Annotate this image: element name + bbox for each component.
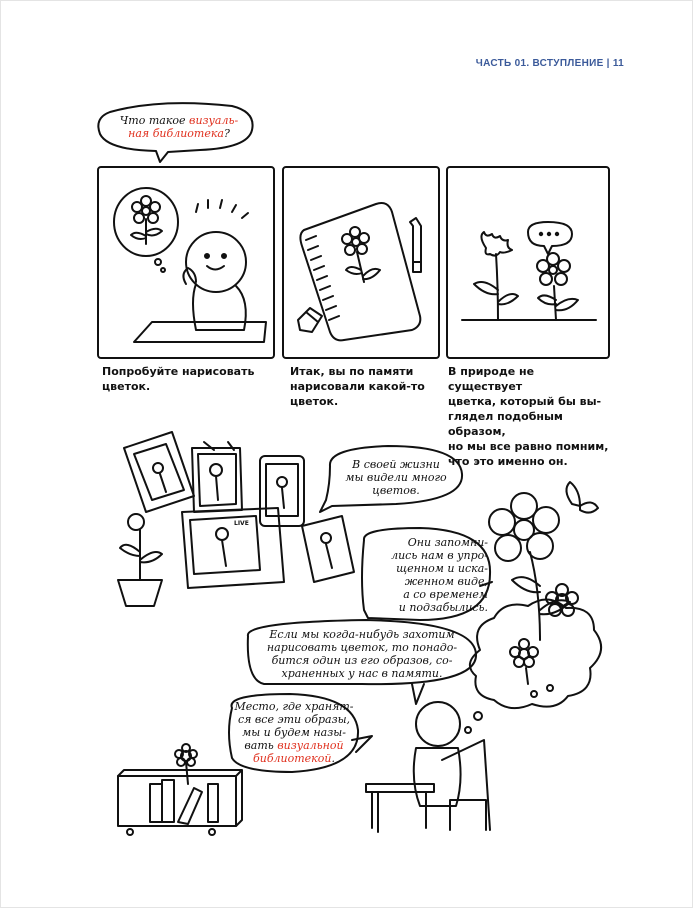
tablet-live-label: LIVE xyxy=(234,520,249,527)
panel-3-caption: В природе не существует цветка, который бы вы- глядел подобным образом, но мы все равно помним, что это именно он. xyxy=(448,365,609,468)
visual-library-highlight-2: визуальной xyxy=(277,739,344,752)
panel-2 xyxy=(283,167,439,358)
character-at-desk xyxy=(366,702,490,832)
bubble-place: Место, где хранят- ся все эти образы, мы и будем назы- вать визуальной библиотекой. xyxy=(234,700,354,765)
page-header: ЧАСТЬ 01. ВСТУПЛЕНИЕ | 11 xyxy=(475,58,624,69)
panel-1 xyxy=(98,167,274,358)
bubble-remembered: Они запомни- лись нам в упро- щенном и иска- женном виде, а со временем и подзабылись. xyxy=(391,536,488,614)
bookshelf xyxy=(118,744,242,835)
panel-3 xyxy=(447,167,609,358)
photo-frames xyxy=(118,432,354,606)
intro-bubble-text: Что такое визуаль- ная библиотека? xyxy=(119,114,239,140)
thought-cloud xyxy=(465,599,601,733)
panel-1-caption: Попробуйте нарисовать цветок. xyxy=(102,365,255,393)
bubble-seen-many: В своей жизни мы видели много цветов. xyxy=(345,458,447,497)
big-flower-right xyxy=(489,482,598,640)
panel-2-caption: Итак, вы по памяти нарисовали какой-то цветок. xyxy=(290,365,425,408)
visual-library-highlight: визуаль- xyxy=(189,114,239,127)
bubble-if-draw: Если мы когда-нибудь захотим нарисовать цветок, то понадо- бится один из его образов, со- храненных у нас в памяти. xyxy=(266,628,458,680)
